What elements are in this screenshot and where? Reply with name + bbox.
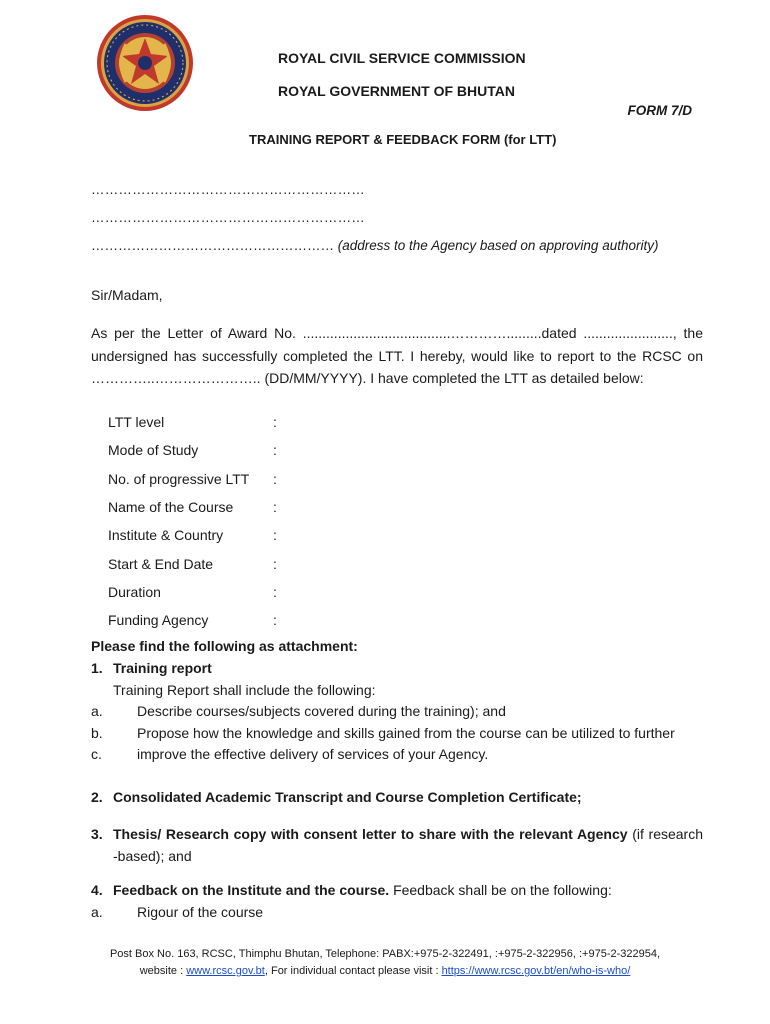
detail-colon: : [273, 612, 277, 629]
attachment-item-4 [91, 880, 703, 923]
address-note: (address to the Agency based on approving authority) [337, 238, 659, 253]
detail-colon: : [273, 583, 277, 600]
ltt-details-list [108, 408, 508, 634]
form-title: TRAINING REPORT & FEEDBACK FORM (for LTT) [249, 132, 557, 147]
detail-row [108, 408, 508, 436]
form-number: FORM 7/D [627, 103, 692, 118]
item-number: 3. [91, 826, 103, 842]
detail-label: Name of the Course [108, 499, 234, 516]
sub-text: improve the effective delivery of services of your Agency. [137, 746, 489, 762]
address-line-1: …………………………………………………… [91, 182, 365, 197]
sub-mark: a. [91, 903, 103, 920]
rcsc-seal-icon [96, 14, 194, 112]
address-line-3-dots: ……………………………………………… [91, 238, 334, 253]
sub-text: Rigour of the course [137, 903, 264, 920]
attachment-item-1 [91, 658, 703, 766]
detail-row [108, 578, 508, 606]
item-title: Consolidated Academic Transcript and Course Completion Certificate; [113, 789, 582, 805]
item-title: Training report [113, 660, 212, 676]
sub-item [91, 701, 703, 723]
detail-row [108, 436, 508, 464]
org-name: ROYAL CIVIL SERVICE COMMISSION [278, 50, 526, 66]
detail-row [108, 521, 508, 549]
item-line [91, 824, 703, 846]
body-paragraph: As per the Letter of Award No. ......................................………….........dated ......................., the undersigned has successfully completed the LTT. I hereby, would like to report to the RCSC on …………..………………….. (DD/MM/YYYY). I have completed the LTT as detailed below: [91, 325, 703, 386]
detail-label: Start & End Date [108, 555, 214, 572]
who-is-who-link[interactable]: https://www.rcsc.gov.bt/en/who-is-who/ [441, 965, 631, 977]
government-name: ROYAL GOVERNMENT OF BHUTAN [278, 83, 515, 99]
detail-row [108, 465, 508, 493]
item-intro: Training Report shall include the following: [113, 681, 376, 698]
detail-colon: : [273, 527, 277, 544]
attachment-item-2 [91, 787, 703, 809]
sub-mark: a. [91, 703, 103, 719]
detail-row [108, 493, 508, 521]
item-continuation: -based); and [113, 847, 192, 864]
detail-colon: : [273, 499, 277, 516]
detail-label: Mode of Study [108, 442, 199, 459]
detail-colon: : [273, 555, 277, 572]
item-title: Feedback on the Institute and the course. [113, 882, 390, 898]
website-link[interactable]: www.rcsc.gov.bt [186, 965, 265, 977]
salutation: Sir/Madam, [91, 287, 163, 303]
footer-contact-line: Post Box No. 163, RCSC, Thimphu Bhutan, Telephone: PABX:+975-2-322491, :+975-2-322956, :+975-2-322954, [109, 948, 661, 960]
attachments-heading: Please find the following as attachment: [91, 638, 358, 654]
footer-links-line [60, 963, 710, 980]
contact-text: , For individual contact please visit : [264, 965, 439, 977]
item-rest: (if research [632, 826, 704, 842]
attachment-item-3 [91, 824, 703, 867]
detail-label: Institute & Country [108, 527, 224, 544]
detail-row [108, 549, 508, 577]
sub-item [91, 723, 703, 745]
item-rest: Feedback shall be on the following: [393, 882, 612, 898]
sub-mark: c. [91, 746, 102, 762]
address-line-2: …………………………………………………… [91, 210, 365, 225]
item-number: 1. [91, 660, 103, 676]
item-title: Thesis/ Research copy with consent letter to share with the relevant Agency [113, 826, 628, 842]
item-number: 2. [91, 789, 103, 805]
sub-mark: b. [91, 724, 103, 741]
sub-text: Describe courses/subjects covered during the training); and [137, 703, 506, 719]
item-line [91, 880, 703, 902]
detail-label: Funding Agency [108, 612, 209, 629]
website-label: website : [139, 965, 184, 977]
detail-label: Duration [108, 583, 161, 600]
page-footer [60, 946, 710, 980]
sub-text: Propose how the knowledge and skills gained from the course can be utilized to further [137, 724, 675, 741]
address-line-3 [91, 238, 658, 253]
detail-row [108, 606, 508, 634]
sub-item [91, 902, 703, 924]
detail-colon: : [273, 442, 277, 459]
detail-colon: : [273, 414, 277, 431]
item-number: 4. [91, 882, 103, 898]
detail-label: No. of progressive LTT [108, 470, 250, 487]
detail-colon: : [273, 470, 277, 487]
detail-label: LTT level [108, 414, 165, 431]
sub-item [91, 744, 703, 766]
